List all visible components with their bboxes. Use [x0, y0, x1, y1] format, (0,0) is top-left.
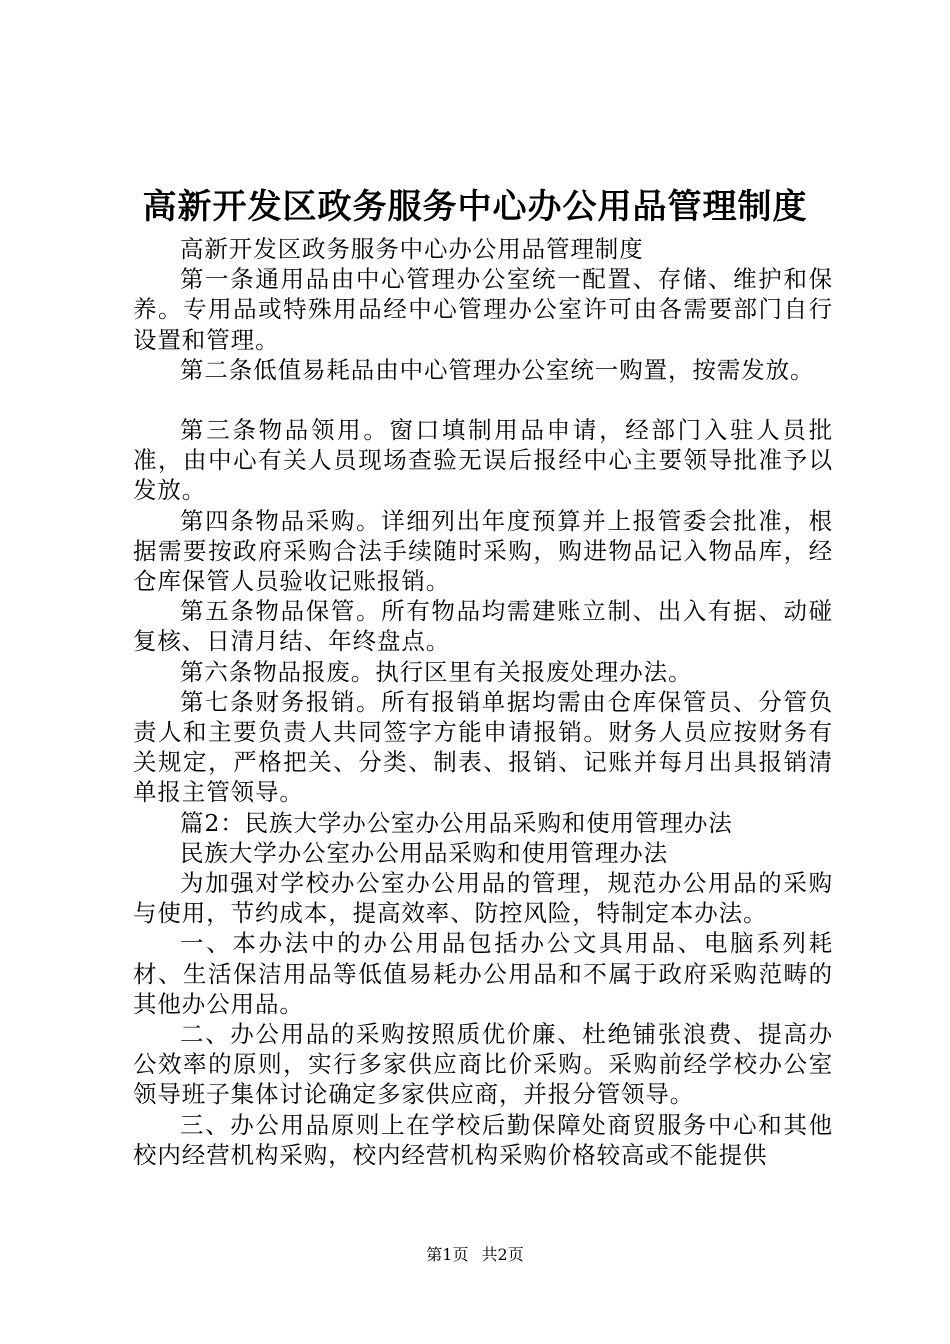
paragraph-article-3: 第三条物品领用。窗口填制用品申请，经部门入驻人员批准，由中心有关人员现场查验无误后报经中心主要领导批准予以发放。 [133, 416, 833, 505]
paragraph-subtitle: 高新开发区政务服务中心办公用品管理制度 [180, 235, 644, 263]
paragraph-item-1: 一、本办法中的办公用品包括办公文具用品、电脑系列耗材、生活保洁用品等低值易耗办公用品和不属于政府采购范畴的其他办公用品。 [133, 929, 833, 1018]
paragraph-article-4: 第四条物品采购。详细列出年度预算并上报管委会批准，根据需要按政府采购合法手续随时采购，购进物品记入物品库，经仓库保管人员验收记账报销。 [133, 506, 833, 596]
page-number: 第1页 [426, 1245, 469, 1264]
paragraph-article-2: 第二条低值易耗品由中心管理办公室统一购置，按需发放。 [180, 355, 815, 384]
paragraph-article-7: 第七条财务报销。所有报销单据均需由仓库保管员、分管负责人和主要负责人共同签字方能申请报销。财务人员应按财务有关规定，严格把关、分类、制表、报销、记账并每月出具报销清单报主管领导。 [133, 687, 833, 807]
paragraph-purpose: 为加强对学校办公室办公用品的管理，规范办公用品的采购与使用，节约成本，提高效率、防控风险，特制定本办法。 [133, 869, 833, 928]
paragraph-article-6: 第六条物品报废。执行区里有关报废处理办法。 [180, 657, 693, 686]
paragraph-item-2: 二、办公用品的采购按照质优价廉、杜绝铺张浪费、提高办公效率的原则，实行多家供应商比价采购。采购前经学校办公室领导班子集体讨论确定多家供应商，并报分管领导。 [133, 1020, 833, 1109]
paragraph-article-1: 第一条通用品由中心管理办公室统一配置、存储、维护和保养。专用品或特殊用品经中心管理办公室许可由各需要部门自行设置和管理。 [133, 265, 833, 354]
paragraph-part-2-heading: 篇2：民族大学办公室办公用品采购和使用管理办法 [180, 808, 733, 837]
page-footer [0, 1243, 950, 1267]
document-body [133, 234, 833, 1170]
paragraph-item-3: 三、办公用品原则上在学校后勤保障处商贸服务中心和其他校内经营机构采购，校内经营机构采购价格较高或不能提供 [133, 1110, 833, 1169]
document-title: 高新开发区政务服务中心办公用品管理制度 [142, 187, 808, 227]
paragraph-part-2-title: 民族大学办公室办公用品采购和使用管理办法 [180, 838, 668, 867]
paragraph-article-5: 第五条物品保管。所有物品均需建账立制、出入有据、动碰复核、日清月结、年终盘点。 [133, 597, 833, 656]
page-total: 共2页 [481, 1245, 524, 1264]
